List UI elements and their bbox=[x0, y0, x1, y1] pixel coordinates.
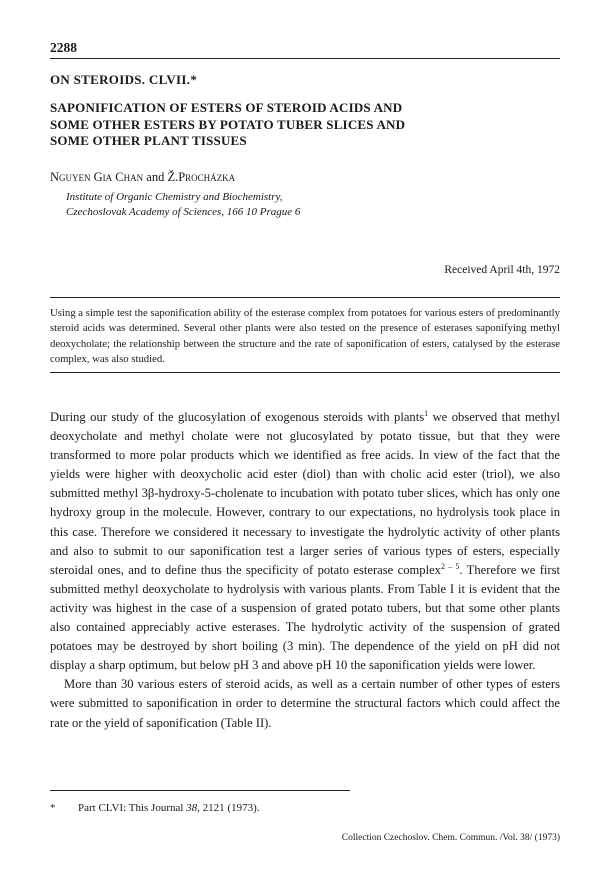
author-name: Ž.Procházka bbox=[167, 170, 236, 184]
body-text bbox=[50, 408, 560, 733]
title-line: SOME OTHER PLANT TISSUES bbox=[50, 133, 247, 149]
abstract-text: Using a simple test the saponification ability of the esterase complex from potatoes for various esters of predominantly steroid acids was determined. Several other plants were also tested on the presence of esterases saponifying methyl deoxycholate; the relationship between the structure and the rate of saponification of esters, catalysed by the esterase complex, was also studied. bbox=[50, 307, 560, 365]
footnote-rule bbox=[50, 790, 350, 791]
affiliation-line: Institute of Organic Chemistry and Biochemistry, bbox=[66, 191, 283, 203]
body-paragraph: More than 30 various esters of steroid acids, as well as a certain number of other types of esters were submitted to saponification in order to determine the structural factors which could affect the rate or the yield of saponification (Table II). bbox=[50, 677, 560, 730]
footnote-volume: 38 bbox=[186, 802, 198, 814]
affiliation-line: Czechoslovak Academy of Sciences, 166 10 Prague 6 bbox=[66, 206, 301, 218]
footnote-text: Part CLVI: This Journal bbox=[78, 802, 187, 814]
title-line: SOME OTHER ESTERS BY POTATO TUBER SLICES AND bbox=[50, 116, 406, 132]
title-line: SAPONIFICATION OF ESTERS OF STEROID ACIDS AND bbox=[50, 100, 403, 115]
footnote-mark: * bbox=[50, 802, 56, 814]
abstract-bottom-rule bbox=[50, 372, 560, 373]
page-number: 2288 bbox=[50, 40, 77, 55]
journal-citation: Collection Czechoslov. Chem. Commun. /Vol. 38/ (1973) bbox=[341, 833, 560, 843]
footnote-text: , 2121 (1973). bbox=[197, 802, 260, 814]
text-run: . Therefore we first submitted methyl deoxycholate to hydrolysis with various plants. From Table I it is evident that the activity was highest in the case of a suspension of grated potato tubers, but that some other plants also contained appreciably active esterases. The hydrolytic activity of the suspension of grated potatoes may be destroyed by short boiling (3 min). The dependence of the yield on pH did not display a sharp optimum, but below pH 3 and above pH 10 the saponification yields were lower. bbox=[50, 562, 561, 673]
text-run: During our study of the glucosylation of exogenous steroids with plants bbox=[50, 410, 425, 424]
body-paragraph bbox=[50, 408, 560, 675]
author-name: Nguyen Gia Chan bbox=[50, 170, 144, 184]
footnote bbox=[50, 802, 260, 814]
series-heading: ON STEROIDS. CLVII.* bbox=[50, 72, 198, 87]
affiliation bbox=[66, 190, 300, 220]
authors bbox=[50, 170, 235, 185]
abstract bbox=[50, 306, 560, 367]
article-title bbox=[50, 100, 570, 150]
author-conjunction: and bbox=[143, 170, 168, 184]
received-date: Received April 4th, 1972 bbox=[444, 264, 560, 276]
text-run: we observed that methyl deoxycholate and methyl cholate were not glucosylated by potato tissue, but that they were transformed to more polar products which we identified as free acids. In view of the fact that the yields were higher with deoxycholic acid ester (diol) than with cholic acid ester (triol), we also submitted methyl 3β-hydroxy-5-cholenate to incubation with potato tuber slices, which has only one hydroxy group in the molecule. However, contrary to our expectations, no hydrolysis took place in this case. Therefore we considered it necessary to investigate the hydrolytic activity of other plants and also to submit to our saponification test a larger series of various types of esters, especially steroidal ones, and to define thus the specificity of potato esterase complex bbox=[50, 410, 560, 577]
abstract-top-rule bbox=[50, 297, 560, 298]
header-rule bbox=[50, 58, 560, 59]
reference-mark: 2 – 5 bbox=[440, 561, 460, 571]
reference-mark: 1 bbox=[424, 408, 429, 418]
